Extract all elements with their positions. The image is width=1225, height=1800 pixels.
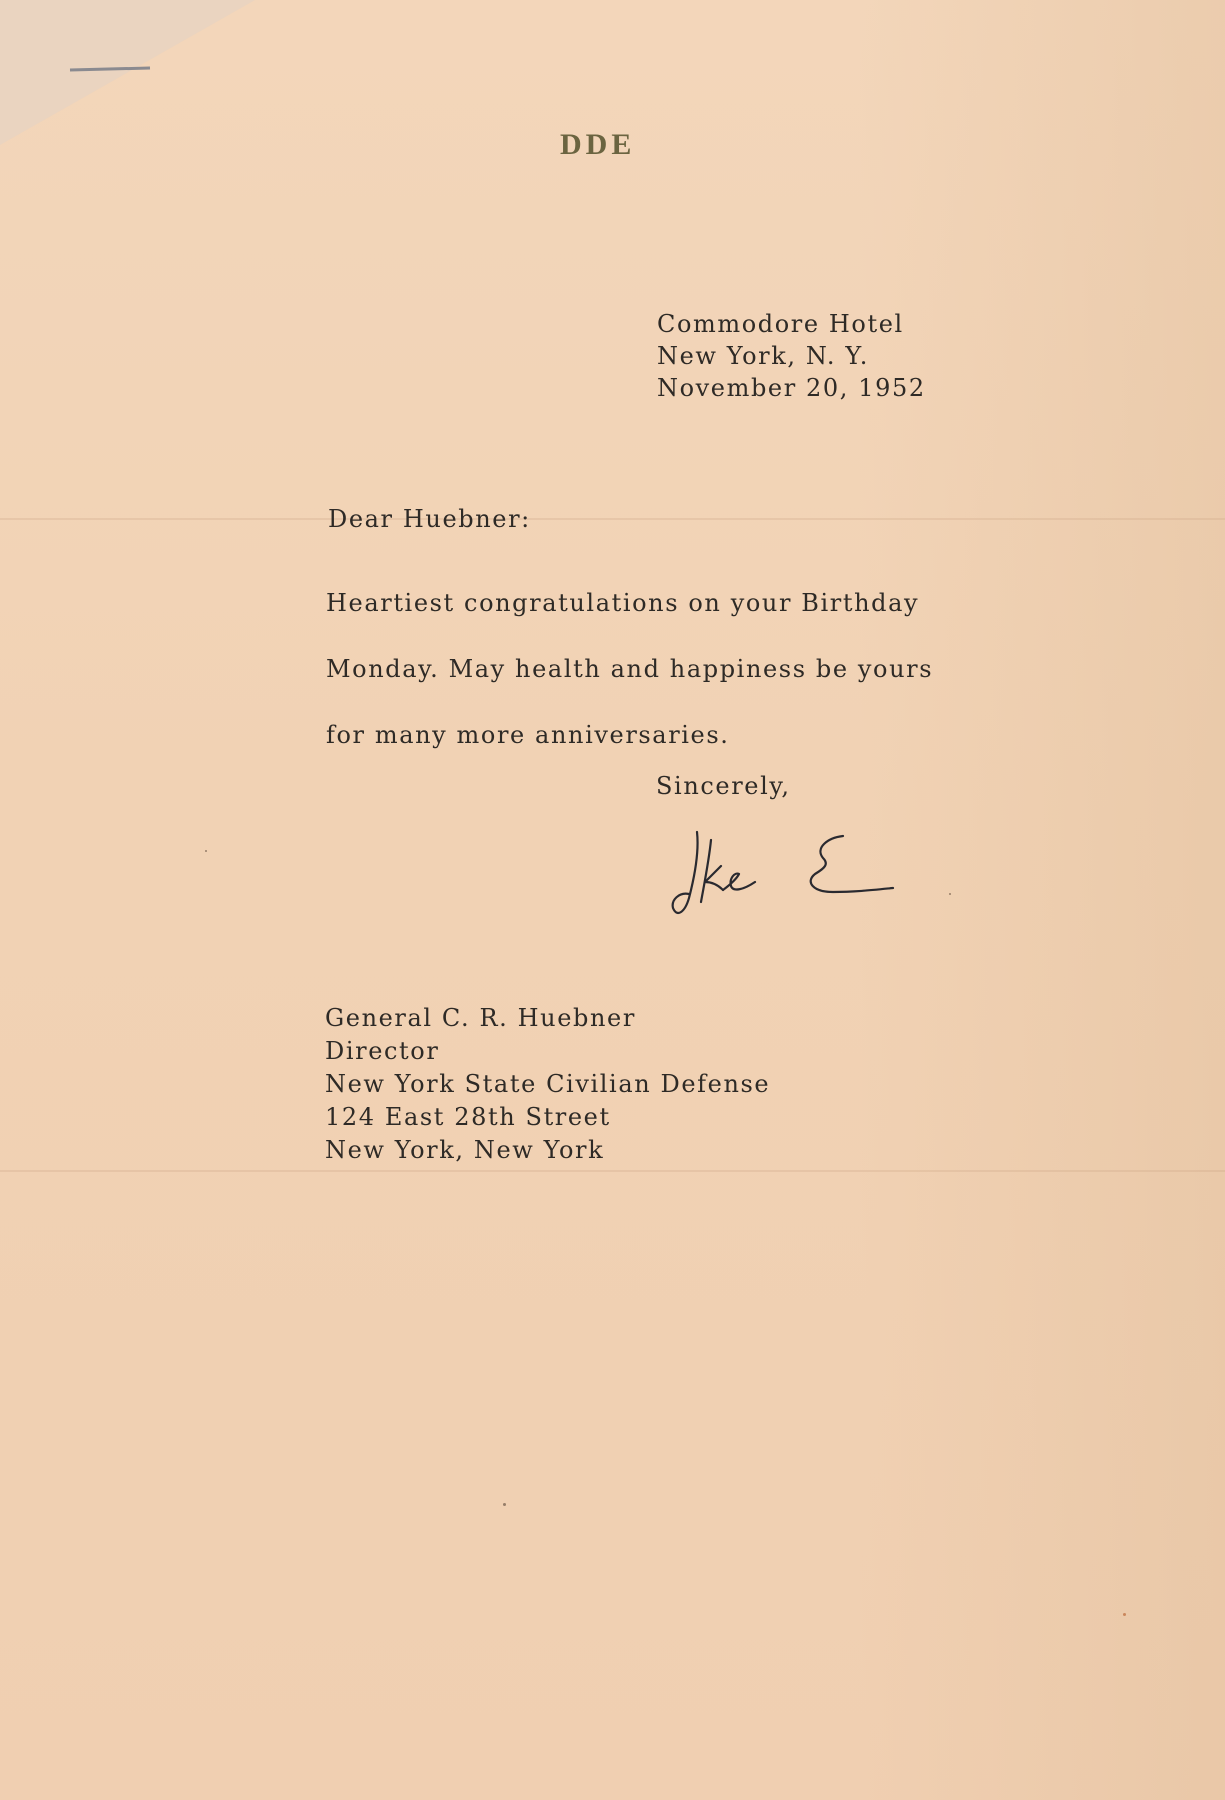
salutation: Dear Huebner: xyxy=(328,505,531,533)
paper-speck xyxy=(205,850,207,852)
paper-speck xyxy=(1123,1613,1126,1616)
heading-location: Commodore Hotel xyxy=(657,310,904,338)
body-line: for many more anniversaries. xyxy=(326,721,730,749)
letter-body xyxy=(326,570,933,768)
fold-crease-upper xyxy=(0,518,1225,520)
paper-speck xyxy=(503,1503,506,1506)
recipient-address xyxy=(325,1002,770,1167)
recipient-street: 124 East 28th Street xyxy=(325,1103,611,1131)
recipient-name: General C. R. Huebner xyxy=(325,1004,636,1032)
recipient-title: Director xyxy=(325,1037,440,1065)
folded-corner xyxy=(0,0,260,150)
body-line: Heartiest congratulations on your Birthday xyxy=(326,589,920,617)
recipient-city: New York, New York xyxy=(325,1136,605,1164)
letterhead-monogram: DDE xyxy=(560,128,636,161)
paper-speck xyxy=(949,893,951,895)
recipient-organization: New York State Civilian Defense xyxy=(325,1070,771,1098)
heading-date: November 20, 1952 xyxy=(657,374,926,402)
heading-city: New York, N. Y. xyxy=(657,342,869,370)
handwritten-signature xyxy=(665,820,915,930)
letter-heading xyxy=(657,308,926,404)
complimentary-closing: Sincerely, xyxy=(656,772,791,800)
fold-crease-lower xyxy=(0,1170,1225,1172)
body-line: Monday. May health and happiness be yours xyxy=(326,655,934,683)
